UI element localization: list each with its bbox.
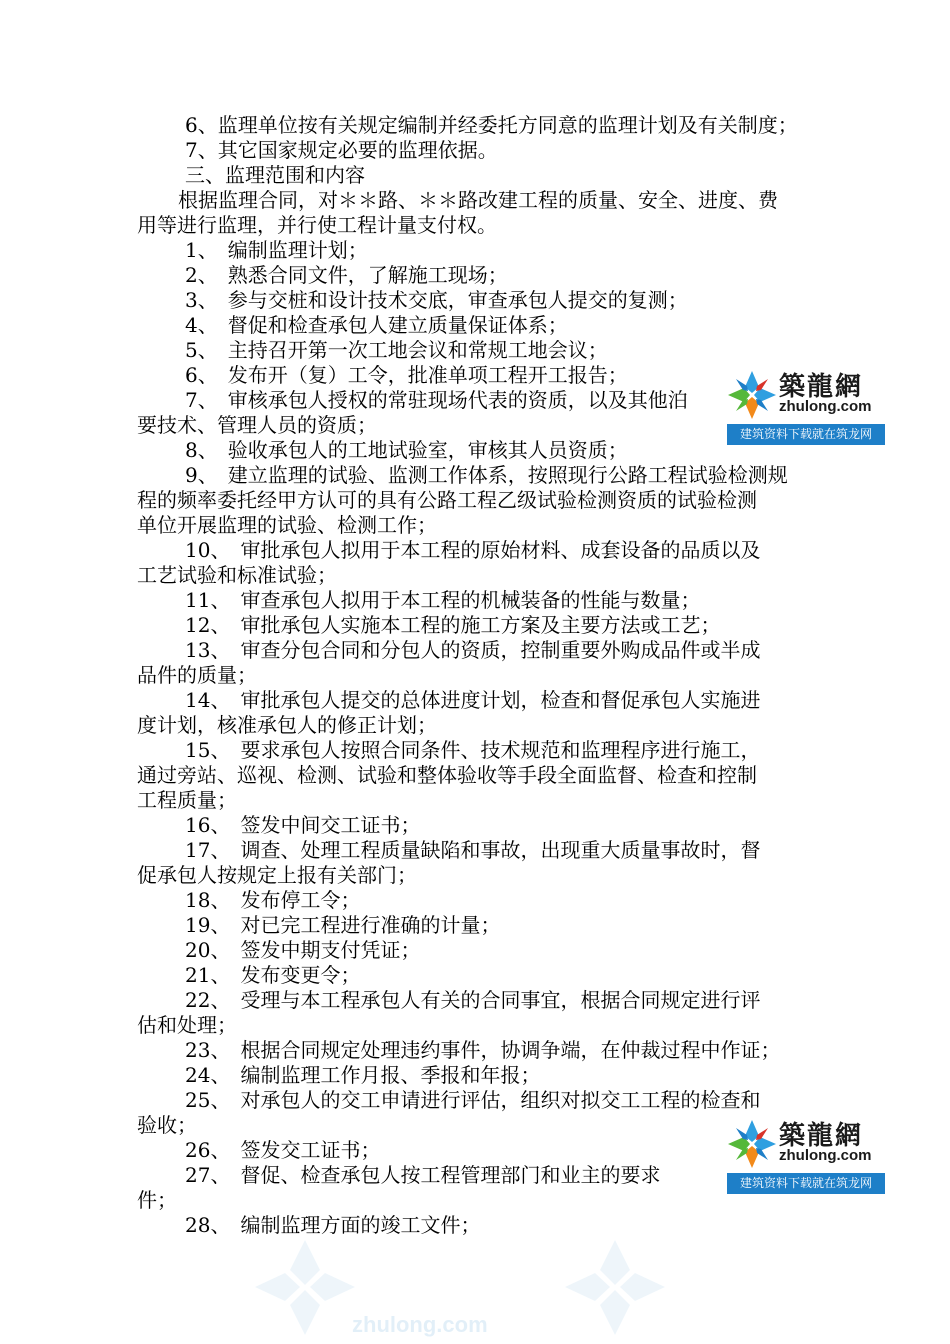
text-line: 工程质量； — [137, 788, 237, 812]
list-item: 4、 督促和检查承包人建立质量保证体系； — [185, 313, 568, 337]
text-line: 7、其它国家规定必要的监理依据。 — [185, 138, 498, 162]
badge-name-en: zhulong.com — [779, 1147, 872, 1164]
list-item: 22、 受理与本工程承包人有关的合同事宜，根据合同规定进行评 — [185, 988, 761, 1012]
list-item: 17、 调查、处理工程质量缺陷和事故，出现重大质量事故时，督 — [185, 838, 761, 862]
list-item: 21、 发布变更令； — [185, 963, 361, 987]
list-item: 11、 审查承包人拟用于本工程的机械装备的性能与数量； — [185, 588, 701, 612]
list-item: 24、 编制监理工作月报、季报和年报； — [185, 1063, 541, 1087]
list-item: 16、 签发中间交工证书； — [185, 813, 421, 837]
text-line: 促承包人按规定上报有关部门； — [137, 863, 417, 887]
list-item: 10、 审批承包人拟用于本工程的原始材料、成套设备的品质以及 — [185, 538, 761, 562]
list-item: 9、 建立监理的试验、监测工作体系，按照现行公路工程试验检测规 — [185, 463, 788, 487]
list-item: 5、 主持召开第一次工地会议和常规工地会议； — [185, 338, 608, 362]
list-item: 15、 要求承包人按照合同条件、技术规范和监理程序进行施工， — [185, 738, 761, 762]
list-item: 27、 督促、检查承包人按工程管理部门和业主的要求 — [185, 1163, 661, 1187]
text-line: 程的频率委托经甲方认可的具有公路工程乙级试验检测资质的试验检测 — [137, 488, 757, 512]
badge-name-en: zhulong.com — [779, 398, 872, 415]
list-item: 1、 编制监理计划； — [185, 238, 368, 262]
text-line: 件； — [137, 1188, 177, 1212]
section-heading: 三、监理范围和内容 — [185, 163, 365, 187]
list-item: 19、 对已完工程进行准确的计量； — [185, 913, 501, 937]
list-item: 8、 验收承包人的工地试验室，审核其人员资质； — [185, 438, 628, 462]
text-line: 根据监理合同，对＊＊路、＊＊路改建工程的质量、安全、进度、费 — [178, 188, 778, 212]
list-item: 2、 熟悉合同文件，了解施工现场； — [185, 263, 508, 287]
zhulong-badge — [727, 1113, 885, 1195]
text-line: 品件的质量； — [137, 663, 257, 687]
badge-name-cn: 築龍網 — [779, 372, 864, 402]
text-line: 估和处理； — [137, 1013, 237, 1037]
watermark-logo-icon — [250, 1235, 360, 1340]
text-line: 6、监理单位按有关规定编制并经委托方同意的监理计划及有关制度； — [185, 113, 798, 137]
list-item: 6、 发布开（复）工令，批准单项工程开工报告； — [185, 363, 628, 387]
list-item: 23、 根据合同规定处理违约事件，协调争端，在仲裁过程中作证； — [185, 1038, 781, 1062]
list-item: 18、 发布停工令； — [185, 888, 361, 912]
text-line: 用等进行监理，并行使工程计量支付权。 — [137, 213, 497, 237]
list-item: 13、 审查分包合同和分包人的资质，控制重要外购成品件或半成 — [185, 638, 761, 662]
zhulong-badge — [727, 364, 885, 446]
list-item: 3、 参与交桩和设计技术交底，审查承包人提交的复测； — [185, 288, 688, 312]
list-item: 12、 审批承包人实施本工程的施工方案及主要方法或工艺； — [185, 613, 721, 637]
list-item: 7、 审核承包人授权的常驻现场代表的资质，以及其他泊 — [185, 388, 688, 412]
text-line: 度计划，核准承包人的修正计划； — [137, 713, 437, 737]
badge-name-cn: 築龍網 — [779, 1121, 864, 1151]
list-item: 20、 签发中期支付凭证； — [185, 938, 421, 962]
watermark-logo-icon — [560, 1235, 670, 1340]
badge-slogan: 建筑资料下载就在筑龙网 — [727, 1173, 885, 1194]
list-item: 25、 对承包人的交工申请进行评估，组织对拟交工工程的检查和 — [185, 1088, 761, 1112]
text-line: 要技术、管理人员的资质； — [137, 413, 377, 437]
watermark-text: zhulong.com — [352, 1312, 488, 1337]
text-line: 工艺试验和标准试验； — [137, 563, 337, 587]
text-line: 通过旁站、巡视、检测、试验和整体验收等手段全面监督、检查和控制 — [137, 763, 757, 787]
list-item: 28、 编制监理方面的竣工文件； — [185, 1213, 481, 1237]
text-line: 验收； — [137, 1113, 197, 1137]
badge-slogan: 建筑资料下载就在筑龙网 — [727, 424, 885, 445]
text-line: 单位开展监理的试验、检测工作； — [137, 513, 437, 537]
list-item: 14、 审批承包人提交的总体进度计划，检查和督促承包人实施进 — [185, 688, 761, 712]
list-item: 26、 签发交工证书； — [185, 1138, 381, 1162]
